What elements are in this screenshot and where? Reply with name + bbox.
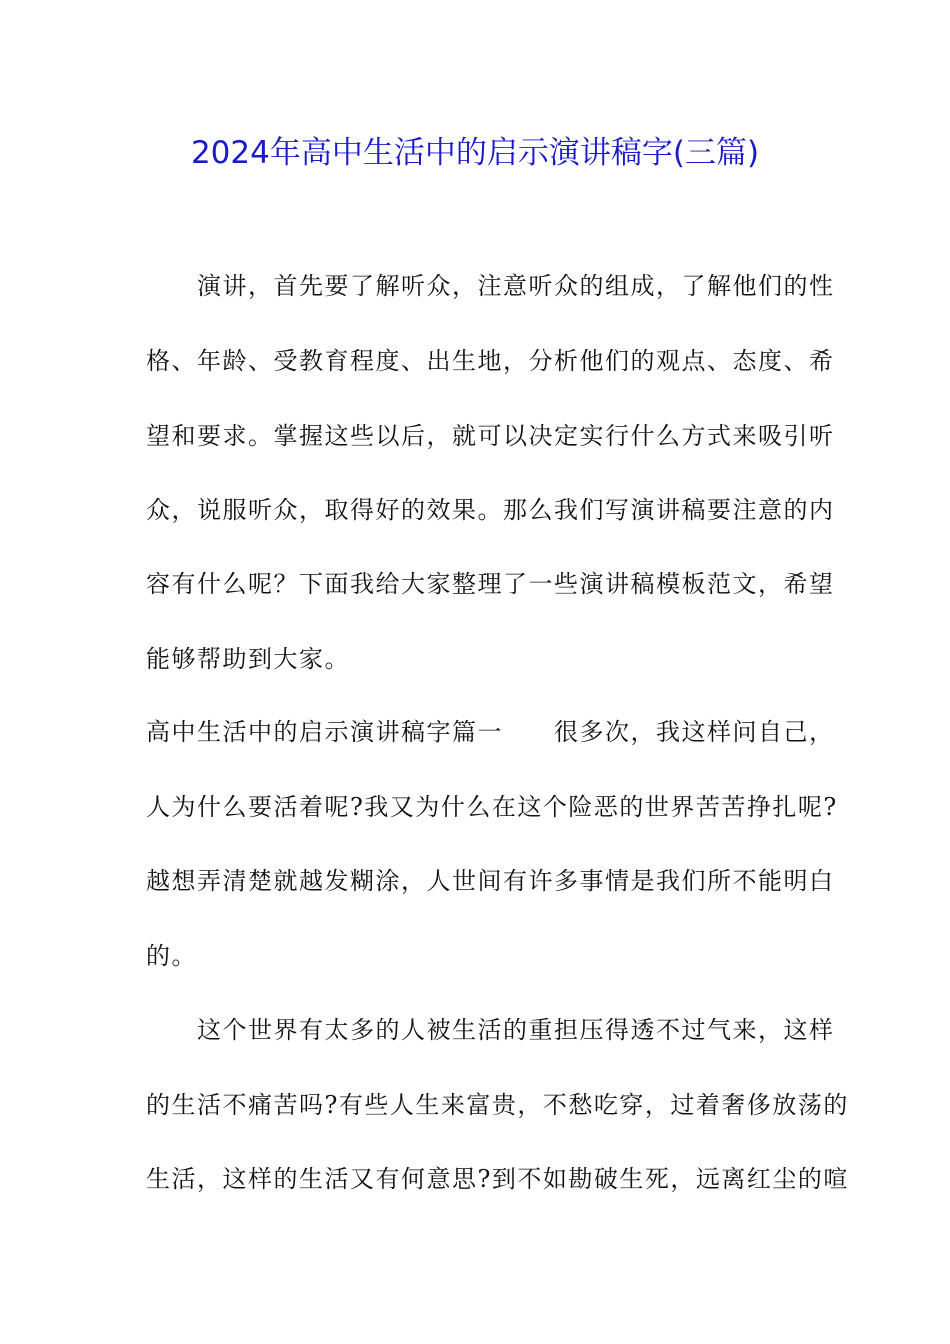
paragraph-line: 望和要求。掌握这些以后，就可以决定实行什么方式来吸引听	[146, 422, 835, 450]
paragraph-line: 越想弄清楚就越发糊涂，人世间有许多事情是我们所不能明白	[146, 867, 835, 895]
paragraph-line: 众，说服听众，取得好的效果。那么我们写演讲稿要注意的内	[146, 496, 835, 524]
paragraph-line: 人为什么要活着呢?我又为什么在这个险恶的世界苦苦挣扎呢?	[146, 793, 838, 821]
paragraph-line: 的生活不痛苦吗?有些人生来富贵，不愁吃穿，过着奢侈放荡的	[146, 1091, 849, 1119]
document-title: 2024年高中生活中的启示演讲稿字(三篇)	[190, 135, 760, 171]
paragraph-line: 的。	[146, 942, 197, 970]
paragraph-line: 格、年龄、受教育程度、出生地，分析他们的观点、态度、希	[146, 347, 835, 375]
paragraph-line: 这个世界有太多的人被生活的重担压得透不过气来，这样	[146, 1016, 835, 1044]
paragraph-line: 容有什么呢？下面我给大家整理了一些演讲稿模板范文，希望	[146, 570, 835, 598]
paragraph-line: 生活，这样的生活又有何意思?到不如勘破生死，远离红尘的喧	[146, 1165, 849, 1193]
section-heading-line: 高中生活中的启示演讲稿字篇一 很多次，我这样问自己，	[146, 718, 835, 746]
paragraph-line: 演讲，首先要了解听众，注意听众的组成，了解他们的性	[146, 272, 835, 300]
paragraph-line: 能够帮助到大家。	[146, 645, 350, 673]
